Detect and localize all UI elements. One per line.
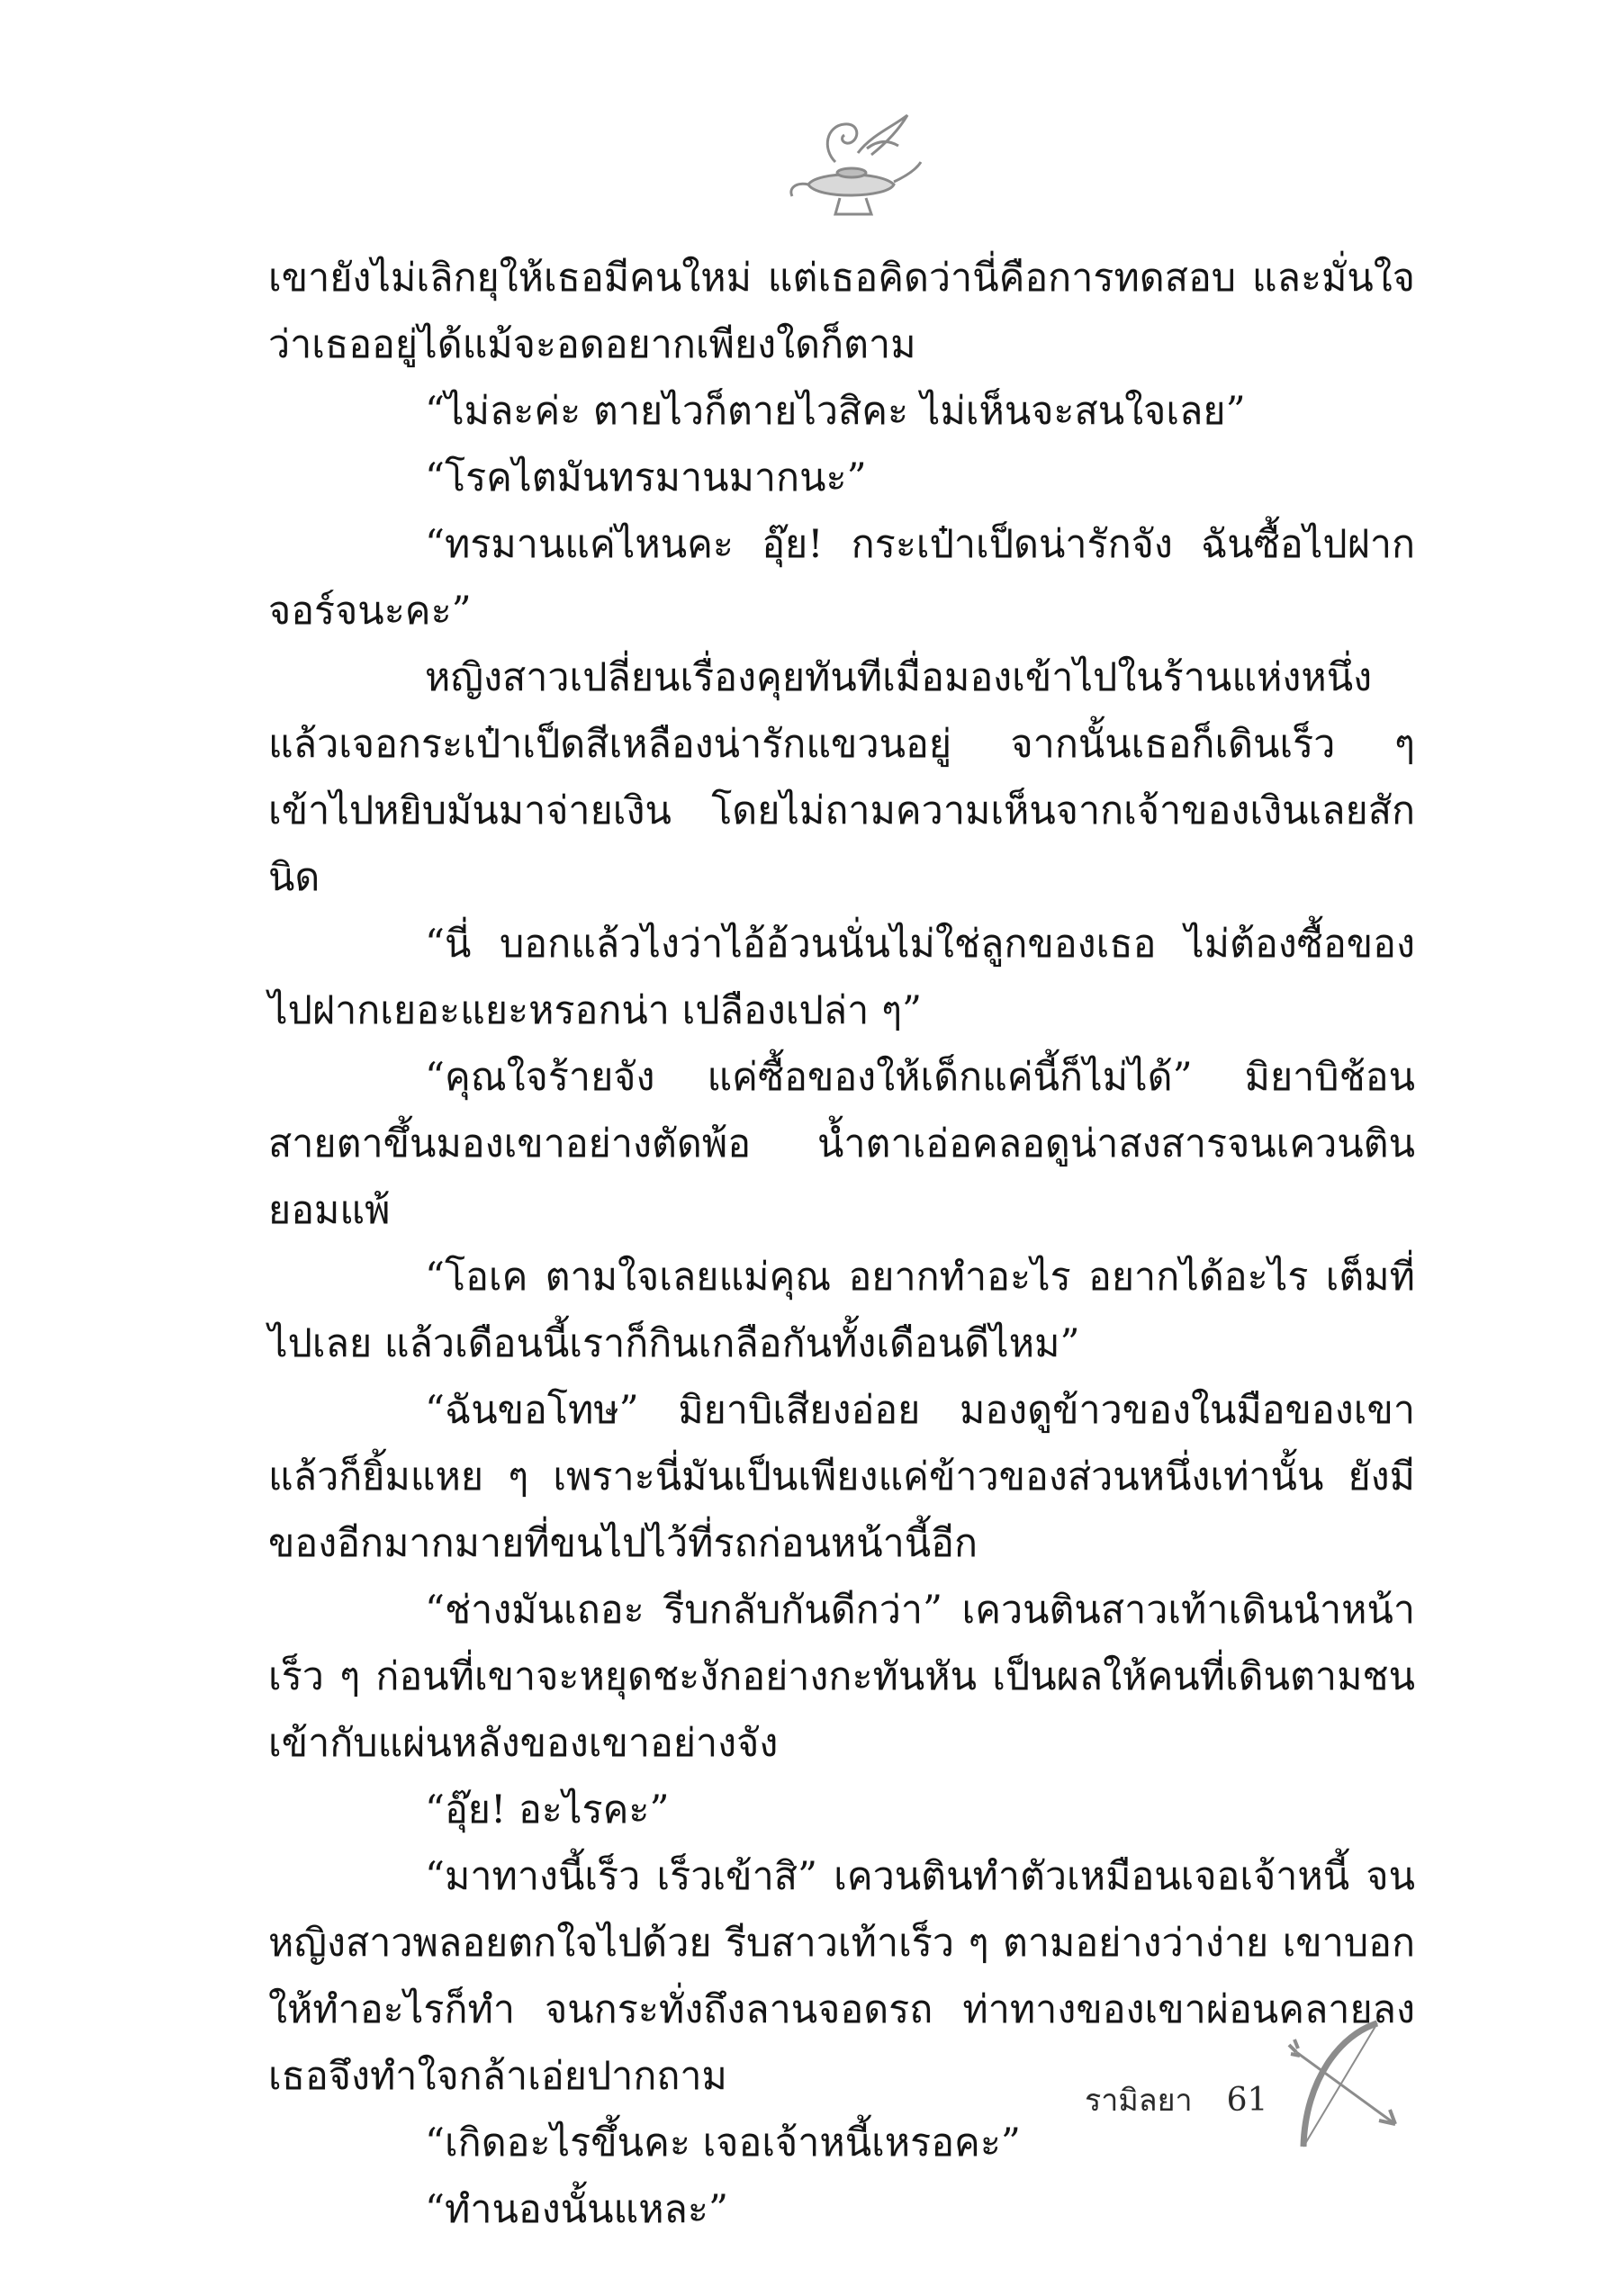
paragraph: “คุณใจร้ายจัง แค่ซื้อของให้เด็กแค่นี้ก็ไม่ได้” มิยาบิช้อนสายตาขึ้นมองเขาอย่างตัดพ้อ น้ำตาเอ่อคลอดูน่าสงสารจนเควนตินยอมแพ้ xyxy=(268,1055,1415,1233)
paragraph: “มาทางนี้เร็ว เร็วเข้าสิ” เควนตินทำตัวเหมือนเจอเจ้าหนี้ จนหญิงสาวพลอยตกใจไปด้วย รีบสาวเท้าเร็ว ๆ ตามอย่างว่าง่าย เขาบอกให้ทำอะไรก็ทำ จนกระทั่งถึงลานจอดรถ ท่าทางของเขาผ่อนคลายลง เธอจึงทำใจกล้าเอ่ยปากถาม xyxy=(268,1854,1415,2099)
page-footer xyxy=(1085,2075,1267,2124)
paragraph: “อุ๊ย! อะไรคะ” xyxy=(425,1787,670,1832)
bow-and-arrow-icon xyxy=(1278,2016,1413,2156)
paragraph: “โรคไตมันทรมานมากนะ” xyxy=(425,455,867,500)
paragraph: “ฉันขอโทษ” มิยาบิเสียงอ่อย มองดูข้าวของในมือของเขาแล้วก็ยิ้มแหย ๆ เพราะนี่มันเป็นเพียงแค่ข้าวของส่วนหนึ่งเท่านั้น ยังมีของอีกมากมายที่ขนไปไว้ที่รถก่อนหน้านี้อีก xyxy=(268,1388,1415,1566)
paragraph: หญิงสาวเปลี่ยนเรื่องคุยทันทีเมื่อมองเข้าไปในร้านแห่งหนึ่งแล้วเจอกระเป๋าเป็ดสีเหลืองน่ารักแขวนอยู่ จากนั้นเธอก็เดินเร็ว ๆ เข้าไปหยิบมันมาจ่ายเงิน โดยไม่ถามความเห็นจากเจ้าของเงินเลยสักนิด xyxy=(268,655,1415,900)
paragraph: เขายังไม่เลิกยุให้เธอมีคนใหม่ แต่เธอคิดว่านี่คือการทดสอบ และมั่นใจว่าเธออยู่ได้แม้จะอดอยากเพียงใดก็ตาม xyxy=(268,256,1415,367)
paragraph: “โอเค ตามใจเลยแม่คุณ อยากทำอะไร อยากได้อะไร เต็มที่ไปเลย แล้วเดือนนี้เราก็กินเกลือกันทั้งเดือนดีไหม” xyxy=(268,1255,1415,1366)
author-name: รามิลยา xyxy=(1085,2083,1193,2119)
paragraph: “ทรมานแค่ไหนคะ อุ๊ย! กระเป๋าเป็ดน่ารักจัง ฉันซื้อไปฝากจอร์จนะคะ” xyxy=(268,522,1415,634)
paragraph: “ทำนองนั้นแหละ” xyxy=(425,2187,728,2232)
paragraph: “เกิดอะไรขึ้นคะ เจอเจ้าหนี้เหรอคะ” xyxy=(425,2120,1021,2165)
paragraph: “ไม่ละค่ะ ตายไวก็ตายไวสิคะ ไม่เห็นจะสนใจเลย” xyxy=(425,389,1246,434)
body-text xyxy=(268,245,1415,2243)
page-number: 61 xyxy=(1226,2082,1268,2119)
genie-lamp-icon xyxy=(772,99,925,234)
paragraph: “ช่างมันเถอะ รีบกลับกันดีกว่า” เควนตินสาวเท้าเดินนำหน้าเร็ว ๆ ก่อนที่เขาจะหยุดชะงักอย่างกะทันหัน เป็นผลให้คนที่เดินตามชนเข้ากับแผ่นหลังของเขาอย่างจัง xyxy=(268,1588,1415,1766)
paragraph: “นี่ บอกแล้วไงว่าไอ้อ้วนนั่นไม่ใช่ลูกของเธอ ไม่ต้องซื้อของไปฝากเยอะแยะหรอกน่า เปลืองเปล่า ๆ” xyxy=(268,922,1415,1033)
